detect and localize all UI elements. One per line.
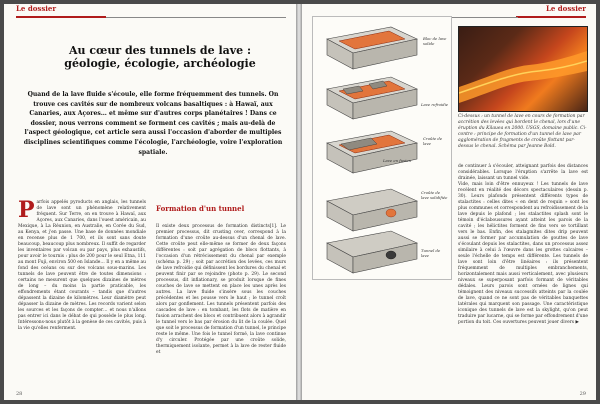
photo-caption: Ci-dessus : un tunnel de lave en cours de formation par accrétion des levées qui bordent le chenal, lors d'une éruption du Kilauea en 2000. USGS, domaine public. Ci-contre : principe de formation d'un tunnel de lave par agglomération de fragments de croûte flottant par-dessus le chenal. Schéma par Jeanne Bold.: [458, 114, 587, 149]
article-title: Au cœur des tunnels de lave : géologie, écologie, archéologie: [64, 44, 256, 70]
page-number-right: 29: [579, 391, 586, 397]
header-rule-right: [452, 17, 518, 18]
sketch-step-5: [327, 231, 417, 273]
section-rubric: Le dossier: [16, 4, 106, 18]
sketch-step-4: [327, 189, 417, 231]
sketch-label-2: Croûte de lave: [423, 136, 443, 146]
drop-cap: P: [18, 197, 35, 223]
kilauea-lava-photo: [458, 26, 588, 112]
sketch-step-1: [327, 27, 417, 69]
lava-tube-sketches: [313, 17, 451, 279]
sketch-label-3: Lave refroidie: [421, 102, 449, 107]
header-rule: [106, 17, 286, 18]
sketch-label-5: Croûte de lave solidifiée: [421, 190, 448, 200]
body-text-1: arfois appelés pyroducts en anglais, les tunnels de lave sont un phénomène relativement fréquent. Sur Terre, on en trouve à Hawaï, aux Açores, aux Canaries, dans l'ouest américain, au Mexique, à La Réunion, en Australie, en Corée du Sud, au Kenya, et j'en passe. Une base de données mondiale en recense plus de 1 700, et ils sont sans doute beaucoup, beaucoup plus nombreux. Il suffit de regarder les inventaires par volcan ou par pays, plus exhaustifs, pour avoir le tournis : plus de 200 pour le seul Etna, 111 au mont Fuji, environ 500 en Islande… Il y en a même au fond des océans ou sur des volcans sous-marins. Les tunnels de lave peuvent être de toutes dimensions : certains ne mesurent que quelques dizaines de mètres de long – du moins la partie praticable, les effondrements étant courants – tandis que d'autres dépassent la dizaine de kilomètres. Leur diamètre peut dépasser la dizaine de mètres. Les records varient selon les sources et les façons de compter… et nous n'allons pas entrer ici dans le débat de qui possède le plus long. Intéressons-nous plutôt à la genèse de ces cavités, puis à la vie qu'elles renferment.: [18, 200, 146, 331]
sketch-step-2: [327, 77, 417, 119]
sketch-label-6: Tunnel de lave: [421, 248, 441, 258]
page-number-left: 28: [16, 391, 23, 397]
sketch-label-4: Lave en fusion: [383, 158, 412, 163]
sketch-label-1: Bloc de lave solide: [423, 36, 447, 46]
left-page: [4, 4, 296, 400]
lava-channel-image: [459, 27, 587, 111]
body-column-1: [18, 197, 146, 332]
section-rubric-right: Le dossier: [516, 4, 586, 18]
standfirst: Quand de la lave fluide s'écoule, elle forme fréquemment des tunnels. On trouve ces cavités sur de nombreux volcans basaltiques : à Hawaï, aux Canaries, aux Açores… et même sur d'autres corps planétaires ! Dans ce dossier, nous verrons comment se forment ces cavités ; mais au-delà de l'aspect géologique, cet article sera aussi l'occasion d'aborder de multiples disciplines scientifiques comme l'écologie, l'archéologie, voire l'exploration spatiale.: [23, 91, 283, 156]
body-text-right-1: de continuer à s'écouler, atteignant parfois des distances considérables. Lorsque l'éruption s'arrête la lave est drainée, laissant un tunnel vide.: [458, 164, 588, 181]
body-text-right-2: Vide, mais loin d'être ennuyeux ! Les tunnels de lave recèlent en réalité des décors spectaculaires (dessin p. 30). Leurs plafonds présentent différents types de stalactites : celles dites « en dent de requin » sont les plus communes et correspondent au refroidissement de la lave depuis le plafond ; les stalactites splash sont le témoin d'éclaboussures ayant atteint les parois de la cavité ; les hélictites forment de fins vers se tortillant vers le bas. Enfin, des stalagmites dites drip peuvent aussi se former par accumulation de gouttes de lave s'écoulant depuis les stalactites, dans un processus assez similaire à celui à l'œuvre dans les grottes calcaires – seule l'échelle de temps est différente. Les tunnels de lave sont loin d'être linéaires : ils présentent fréquemment de multiples embranchements, horizontalement mais aussi verticalement, avec plusieurs niveaux se superposant parfois formant de véritables dédales. Leurs parois sont ornées de lignes qui témoignent des niveaux successifs atteints par la coulée de lave, quand ce ne sont pas de véritables banquettes latérales qui marquent son passage. Une caractéristique iconique des tunnels de lave est la skylight, qu'on peut traduire par lucarne, qui se forme par effondrement d'une portion du toit. Ces ouvertures peuvent jouer divers ▶: [458, 182, 589, 325]
body-column-right: [458, 164, 588, 326]
section-heading: Formation d'un tunnel: [156, 204, 245, 213]
right-page: [302, 4, 596, 400]
sketch-step-3: [327, 131, 417, 173]
formation-diagram: [312, 16, 452, 280]
body-column-2: Il existe deux processus de formation distincts[1]. Le premier processus, dit crusting over, correspond à la formation d'une croûte au-dessus d'un chenal de lave. Cette croûte peut elle-même se former de deux façons différentes : soit par agrégation de blocs flottants, à l'occasion d'un rétrécissement du chenal par exemple (schéma p. 29) ; soit par accrétion des levées, ces murs de lave refroidie qui définissent les bordures du chenal et peuvent finir par se rejoindre (photo p. 29). Le second processus, dit inflationary, se produit lorsque de fines couches de lave se mettent en place les unes après les autres. La lave fluide s'insère sous les couches précédentes et les pousse vers le haut ; le tunnel croît alors par gonflement. Les tunnels présentent parfois des cascades de lave : en tombant, les flots de matière en fusion arrachent des blocs et contribuent alors à agrandir le tunnel vers le bas par érosion du lit de la coulée. Quel que soit le processus de formation d'un tunnel, le principe reste le même. Une fois le tunnel formé, la lave continue d'y circuler. Protégée par une croûte solide, thermiquement isolante, permet à la lave de rester fluide et: [156, 224, 286, 355]
